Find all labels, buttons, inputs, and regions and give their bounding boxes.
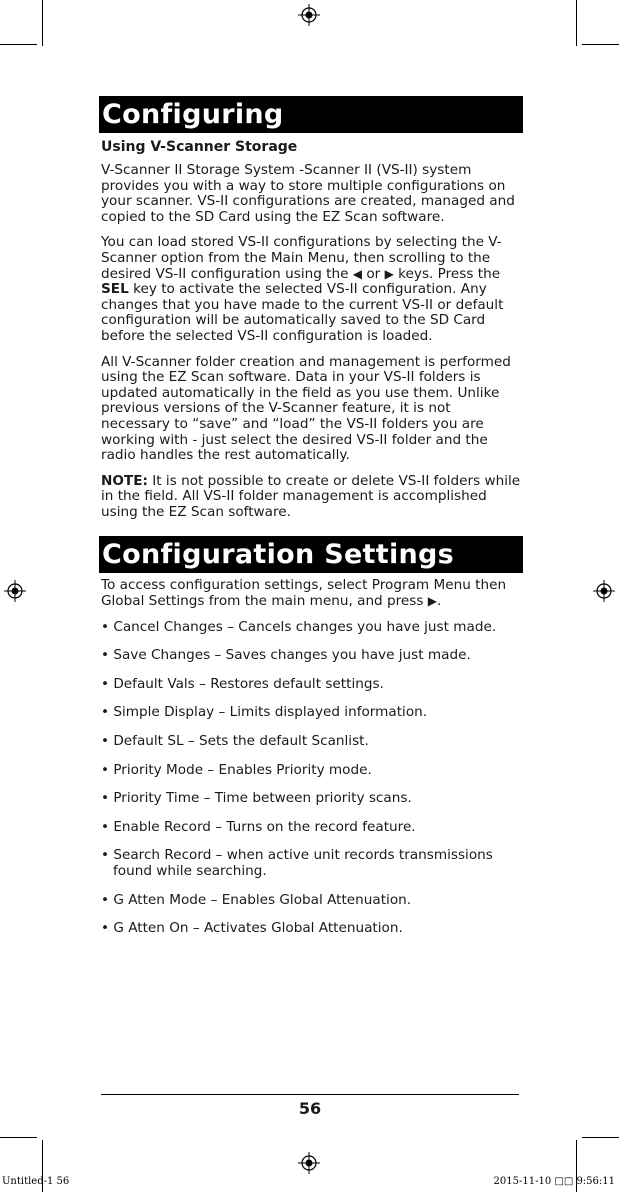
list-item: • Save Changes – Saves changes you have just made. [101, 648, 523, 664]
subheading: Using V-Scanner Storage [101, 139, 298, 155]
paragraph-folders: All V-Scanner folder creation and management is performed using the EZ Scan software. Data in your VS-II folders is updated automatically in the field as you use them. Unlike previous versions of the V-Scanner feature, it is not necessary to “save” and “load” the VS-II folders you are working with - just select the desired VS-II folder and the radio handles the rest automatically. [101, 353, 511, 464]
list-item: • Simple Display – Limits displayed information. [101, 705, 523, 721]
page-number: 56 [298, 1099, 322, 1118]
list-item: • Priority Time – Time between priority scans. [101, 791, 523, 807]
registration-mark-icon [298, 4, 320, 26]
registration-mark-icon [593, 580, 615, 602]
print-slug-right: 2015-11-10 □□ 9:56:11 [493, 1176, 615, 1187]
text: . [437, 593, 442, 610]
text: keys. Press the [393, 265, 501, 282]
crop-mark [582, 1137, 619, 1138]
right-arrow-icon: ▶ [384, 266, 394, 281]
note-text: It is not possible to create or delete VS-II folders while in the field. All VS-II folder management is accomplished using the EZ Scan software. [101, 472, 521, 520]
text: You can load stored VS-II configurations by selecting the V-Scanner option from the Main Menu, then scrolling to the desired VS-II configuration using the [101, 234, 502, 282]
crop-mark [576, 0, 577, 46]
text: key to activate the selected VS-II configuration. Any changes that you have made to the current VS-II or default configuration will be automatically saved to the SD Card before the selected VS-II configuration is loaded. [101, 281, 504, 344]
list-item: • Search Record – when active unit records transmissions found while searching. [101, 848, 523, 879]
registration-mark-icon [298, 1152, 320, 1174]
registration-mark-icon [4, 580, 26, 602]
sel-key-label: SEL [101, 281, 129, 298]
list-item: • Cancel Changes – Cancels changes you have just made. [101, 620, 523, 636]
crop-mark [0, 44, 37, 45]
list-item: • G Atten On – Activates Global Attenuation. [101, 921, 523, 937]
crop-mark [582, 44, 619, 45]
list-item: • Default SL – Sets the default Scanlist. [101, 734, 523, 750]
note-label: NOTE: [101, 472, 148, 489]
note [101, 474, 523, 521]
section-heading-configuring: Configuring [99, 96, 523, 133]
right-arrow-icon: ▶ [427, 594, 438, 609]
footer-rule [101, 1094, 519, 1095]
text: or [362, 265, 385, 282]
settings-list [99, 620, 523, 937]
crop-mark [42, 0, 43, 46]
list-item: • Default Vals – Restores default settings. [101, 677, 523, 693]
list-item: • Priority Mode – Enables Priority mode. [101, 763, 523, 779]
section-heading-configuration-settings: Configuration Settings [99, 536, 523, 573]
crop-mark [0, 1137, 37, 1138]
left-arrow-icon: ◀ [352, 266, 363, 281]
print-slug-left: Untitled-1 56 [2, 1176, 70, 1187]
list-item: • G Atten Mode – Enables Global Attenuation. [101, 893, 523, 909]
list-item: • Enable Record – Turns on the record feature. [101, 820, 523, 836]
paragraph-load [101, 235, 523, 344]
paragraph-access [101, 578, 523, 609]
text: To access configuration settings, select Program Menu then Global Settings from the main menu, and press [101, 577, 507, 610]
paragraph-intro: V-Scanner II Storage System -Scanner II (VS-II) system provides you with a way to store multiple configurations on your scanner. VS-II configurations are created, managed and copied to the SD Card using the EZ Scan software. [101, 162, 515, 225]
page-content [99, 96, 523, 950]
